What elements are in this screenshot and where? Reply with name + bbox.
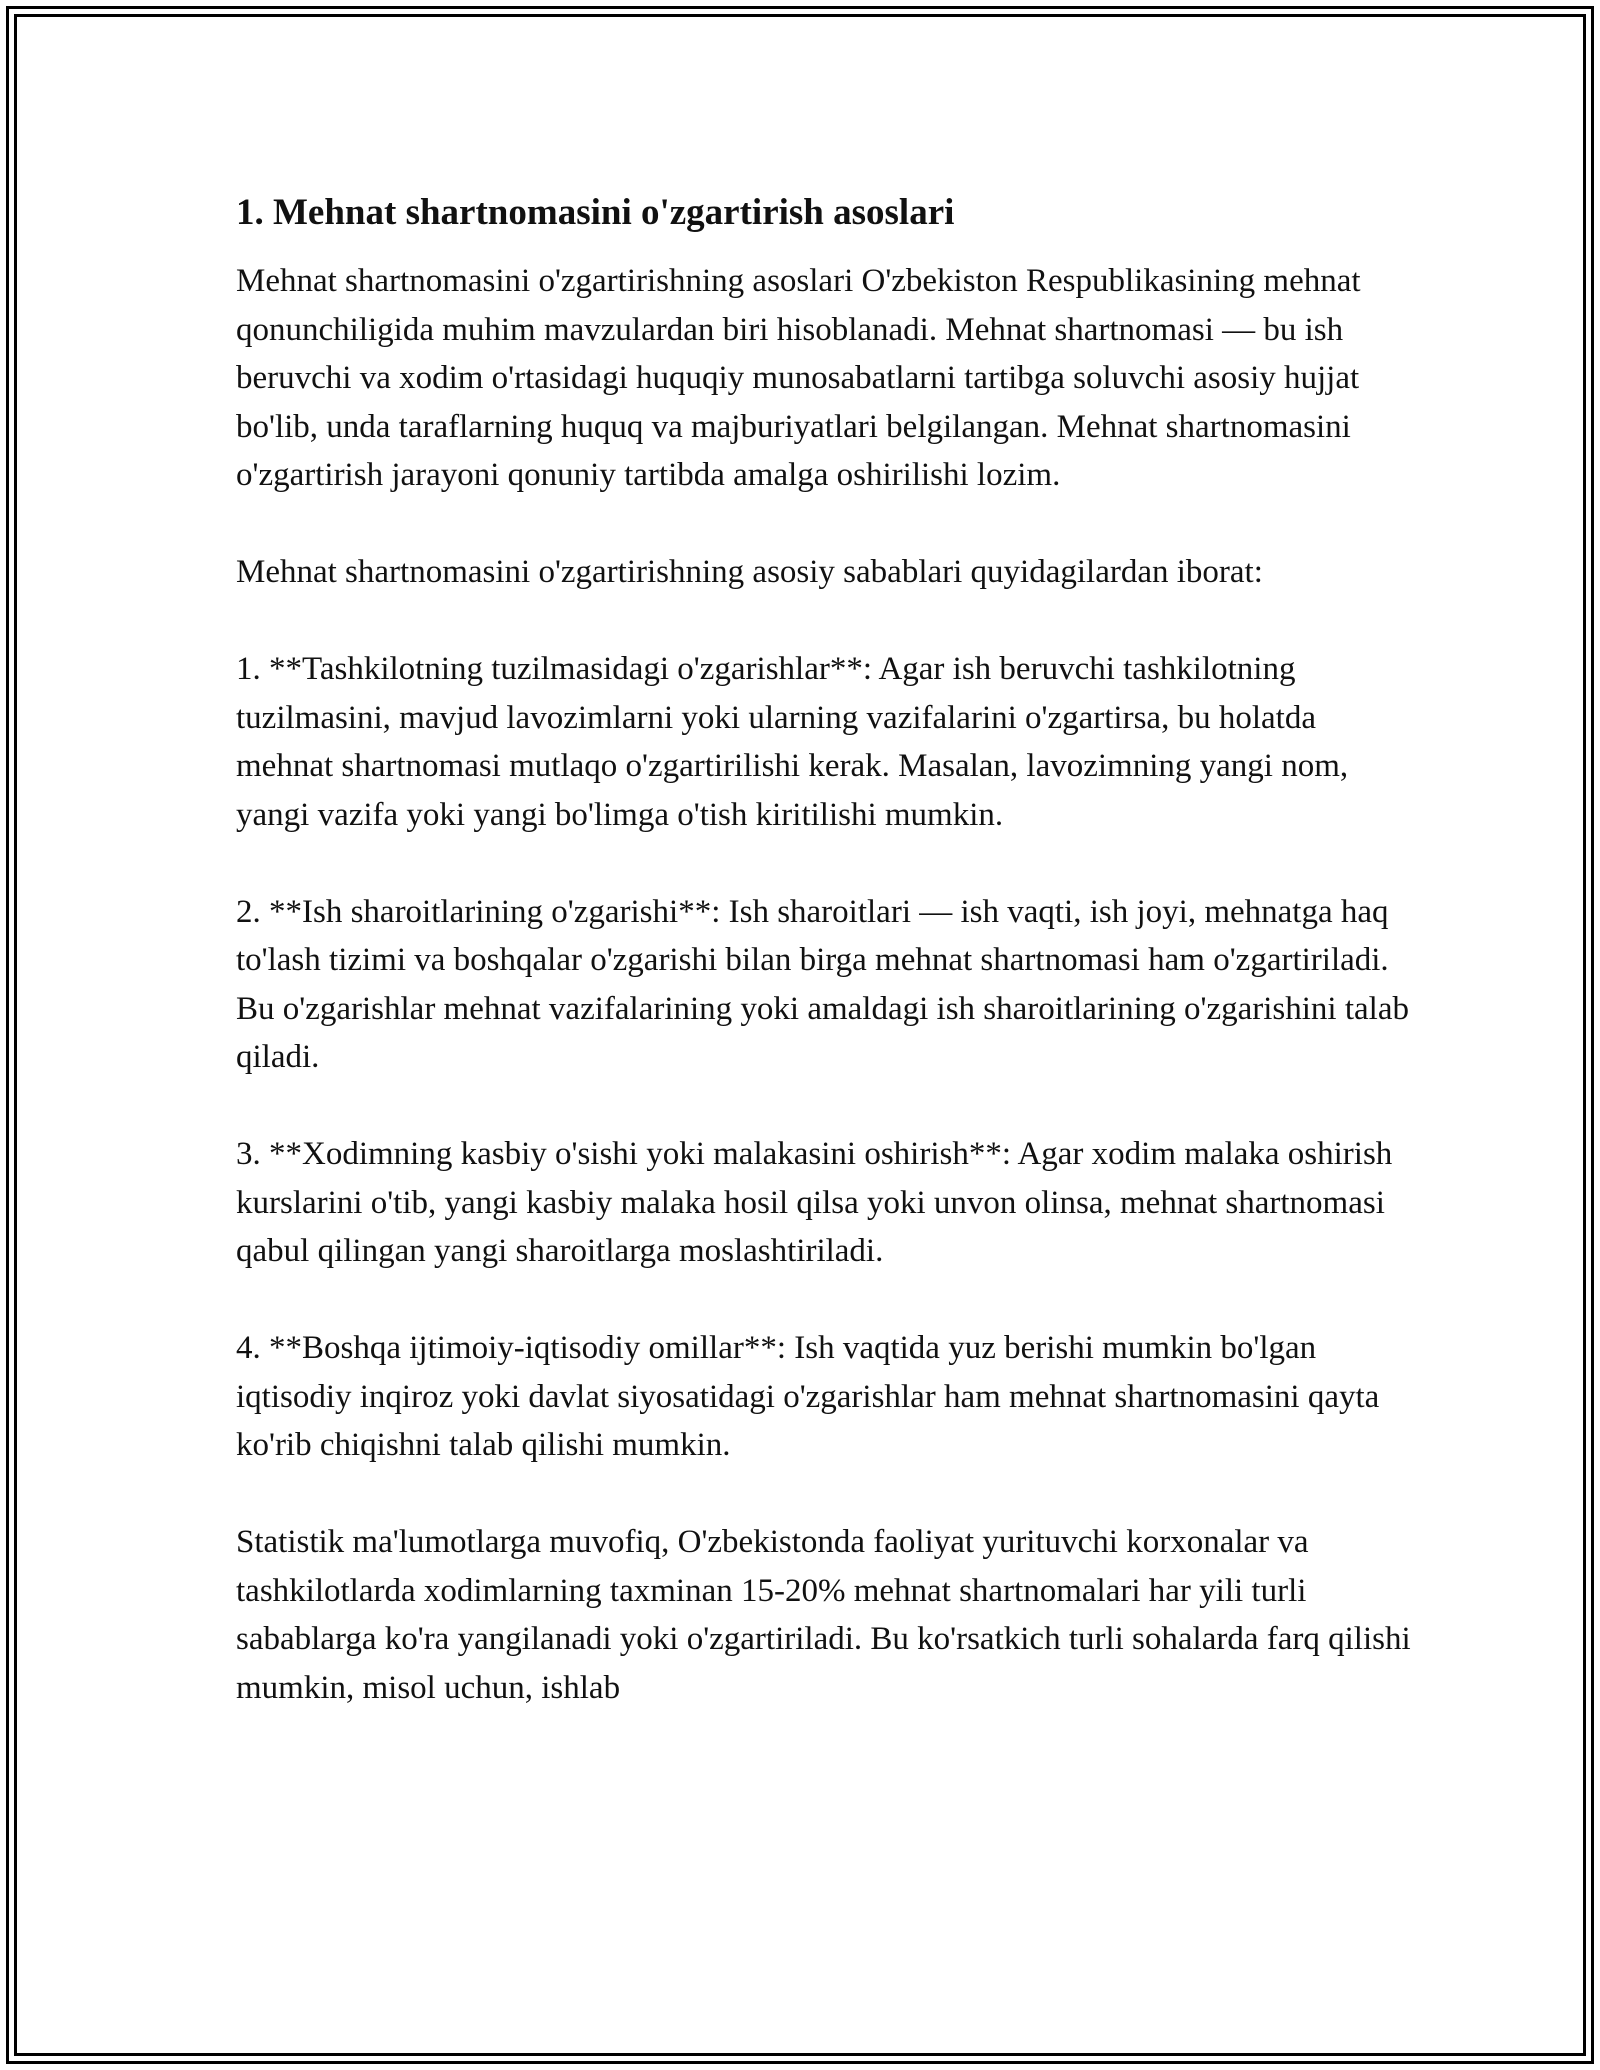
document-body <box>236 180 1416 1712</box>
paragraph-reason-2: 2. **Ish sharoitlarining o'zgarishi**: Ish sharoitlari — ish vaqti, ish joyi, mehnatga haq to'lash tizimi va boshqalar o'zgarishi bilan birga mehnat shartnomasi ham o'zgartiriladi. Bu o'zgarishlar mehnat vazifalarining yoki amaldagi ish sharoitlarining o'zgarishini talab qiladi. <box>236 893 1409 1075</box>
paragraph-reason-1: 1. **Tashkilotning tuzilmasidagi o'zgarishlar**: Agar ish beruvchi tashkilotning tuzilmasini, mavjud lavozimlarni yoki ularning vazifalarini o'zgartirsa, bu holatda mehnat shartnomasi mutlaqo o'zgartirilishi kerak. Masalan, lavozimning yangi nom, yangi vazifa yoki yangi bo'limga o'tish kiritilishi mumkin. <box>236 651 1349 833</box>
paragraph-statistics: Statistik ma'lumotlarga muvofiq, O'zbekistonda faoliyat yurituvchi korxonalar va tashkilotlarda xodimlarning taxminan 15-20% mehnat shartnomalari har yili turli sabablarga ko'ra yangilanadi yoki o'zgartiriladi. Bu ko'rsatkich turli sohalarda farq qilishi mumkin, misol uchun, ishlab <box>236 1524 1411 1706</box>
paragraph-reasons-lead: Mehnat shartnomasini o'zgartirishning asosiy sabablari quyidagilardan iborat: <box>236 554 1263 590</box>
section-heading: 1. Mehnat shartnomasini o'zgartirish asoslari <box>236 192 955 233</box>
paragraph-intro: Mehnat shartnomasini o'zgartirishning asoslari O'zbekiston Respublikasining mehnat qonunchiligida muhim mavzulardan biri hisoblanadi. Mehnat shartnomasi — bu ish beruvchi va xodim o'rtasidagi huquqiy munosabatlarni tartibga soluvchi asosiy hujjat bo'lib, unda taraflarning huquq va majburiyatlari belgilangan. Mehnat shartnomasini o'zgartirish jarayoni qonuniy tartibda amalga oshirilishi lozim. <box>236 263 1361 493</box>
paragraph-reason-4: 4. **Boshqa ijtimoiy-iqtisodiy omillar**: Ish vaqtida yuz berishi mumkin bo'lgan iqtisodiy inqiroz yoki davlat siyosatidagi o'zgarishlar ham mehnat shartnomasini qayta ko'rib chiqishni talab qilishi mumkin. <box>236 1330 1380 1463</box>
paragraph-reason-3: 3. **Xodimning kasbiy o'sishi yoki malakasini oshirish**: Agar xodim malaka oshirish kurslarini o'tib, yangi kasbiy malaka hosil qilsa yoki unvon olinsa, mehnat shartnomasi qabul qilingan yangi sharoitlarga moslashtiriladi. <box>236 1136 1393 1269</box>
